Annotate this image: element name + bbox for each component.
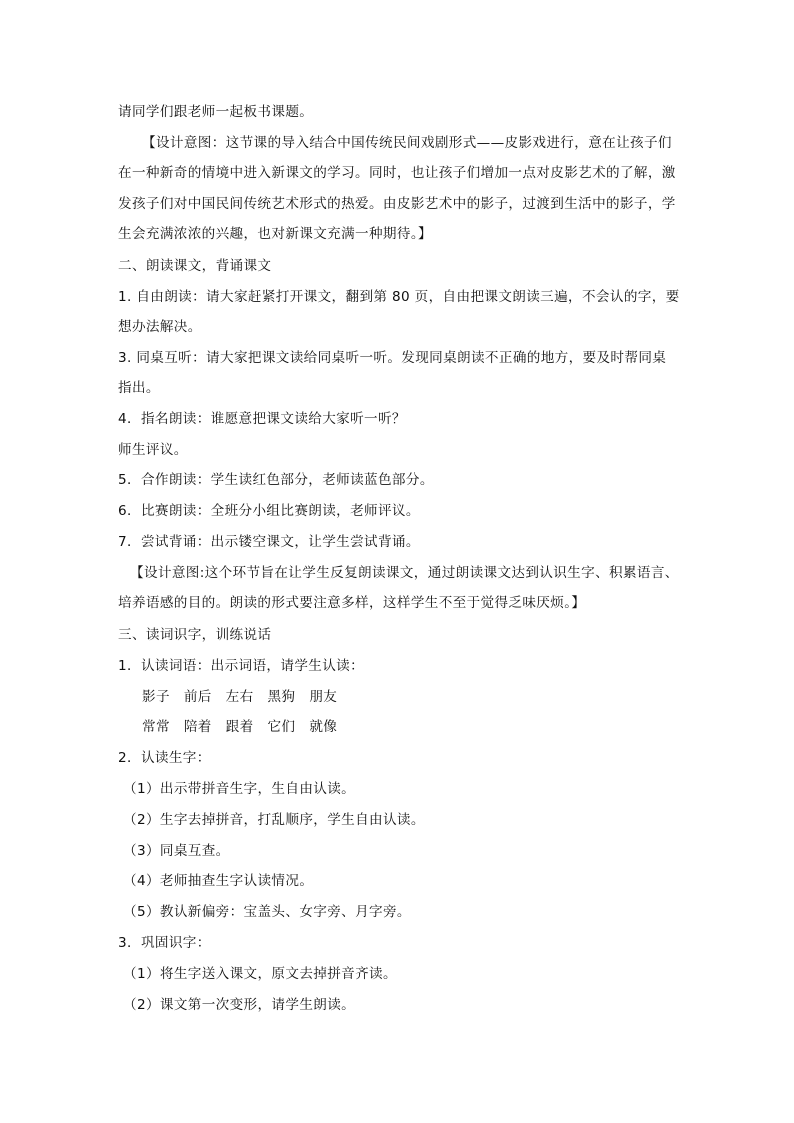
list-item: 1．认读词语：出示词语，请学生认读： — [118, 658, 365, 674]
list-item: 4．指名朗读：谁愿意把课文读给大家听一听？ — [118, 411, 406, 427]
text-line: 想办法解决。 — [118, 319, 202, 335]
design-intent-paragraph: 【设计意图:这个环节旨在让学生反复朗读课文，通过朗读课文达到认识生字、积累语言、 — [130, 565, 679, 581]
list-item: 2．认读生字： — [118, 750, 211, 766]
list-item: 5．合作朗读：学生读红色部分，老师读蓝色部分。 — [118, 472, 434, 488]
sub-list-item: （1）出示带拼音生字，生自由认读。 — [123, 781, 356, 797]
list-item: 3．巩固识字： — [118, 935, 211, 951]
list-item: 1. 自由朗读：请大家赶紧打开课文，翻到第 80 页，自由把课文朗读三遍，不会认的字，要 — [118, 289, 680, 305]
sub-list-item: （4）老师抽查生字认读情况。 — [123, 873, 314, 889]
word-row: 影子 前后 左右 黑狗 朋友 — [142, 689, 338, 705]
text-line: 指出。 — [118, 380, 160, 396]
list-item: 6．比赛朗读：全班分小组比赛朗读，老师评议。 — [118, 503, 420, 519]
text-line: 发孩子们对中国民间传统艺术形式的热爱。由皮影艺术中的影子，过渡到生活中的影子，学 — [118, 196, 676, 212]
design-intent-paragraph: 【设计意图：这节课的导入结合中国传统民间戏剧形式——皮影戏进行，意在让孩子们 — [142, 135, 672, 151]
text-line: 请同学们跟老师一起板书课题。 — [118, 104, 314, 120]
sub-list-item: （1）将生字送入课文，原文去掉拼音齐读。 — [123, 966, 397, 982]
sub-list-item: （2）课文第一次变形，请学生朗读。 — [123, 997, 356, 1013]
text-line: 师生评议。 — [118, 442, 188, 458]
section-heading: 二、朗读课文，背诵课文 — [118, 258, 272, 274]
sub-list-item: （3）同桌互查。 — [123, 843, 230, 859]
sub-list-item: （2）生字去掉拼音，打乱顺序，学生自由认读。 — [123, 812, 425, 828]
list-item: 7．尝试背诵：出示镂空课文，让学生尝试背诵。 — [118, 534, 420, 550]
text-line: 生会充满浓浓的兴趣，也对新课文充满一种期待。】 — [118, 226, 432, 242]
list-item: 3. 同桌互听：请大家把课文读给同桌听一听。发现同桌朗读不正确的地方，要及时帮同桌 — [118, 350, 667, 366]
text-line: 在一种新奇的情境中进入新课文的学习。同时，也让孩子们增加一点对皮影艺术的了解，激 — [118, 165, 676, 181]
word-row: 常常 陪着 跟着 它们 就像 — [142, 719, 338, 735]
sub-list-item: （5）教认新偏旁：宝盖头、女字旁、月字旁。 — [123, 904, 411, 920]
section-heading: 三、读词识字，训练说话 — [118, 627, 272, 643]
text-line: 培养语感的目的。朗读的形式要注意多样，这样学生不至于觉得乏味厌烦。】 — [118, 595, 586, 611]
